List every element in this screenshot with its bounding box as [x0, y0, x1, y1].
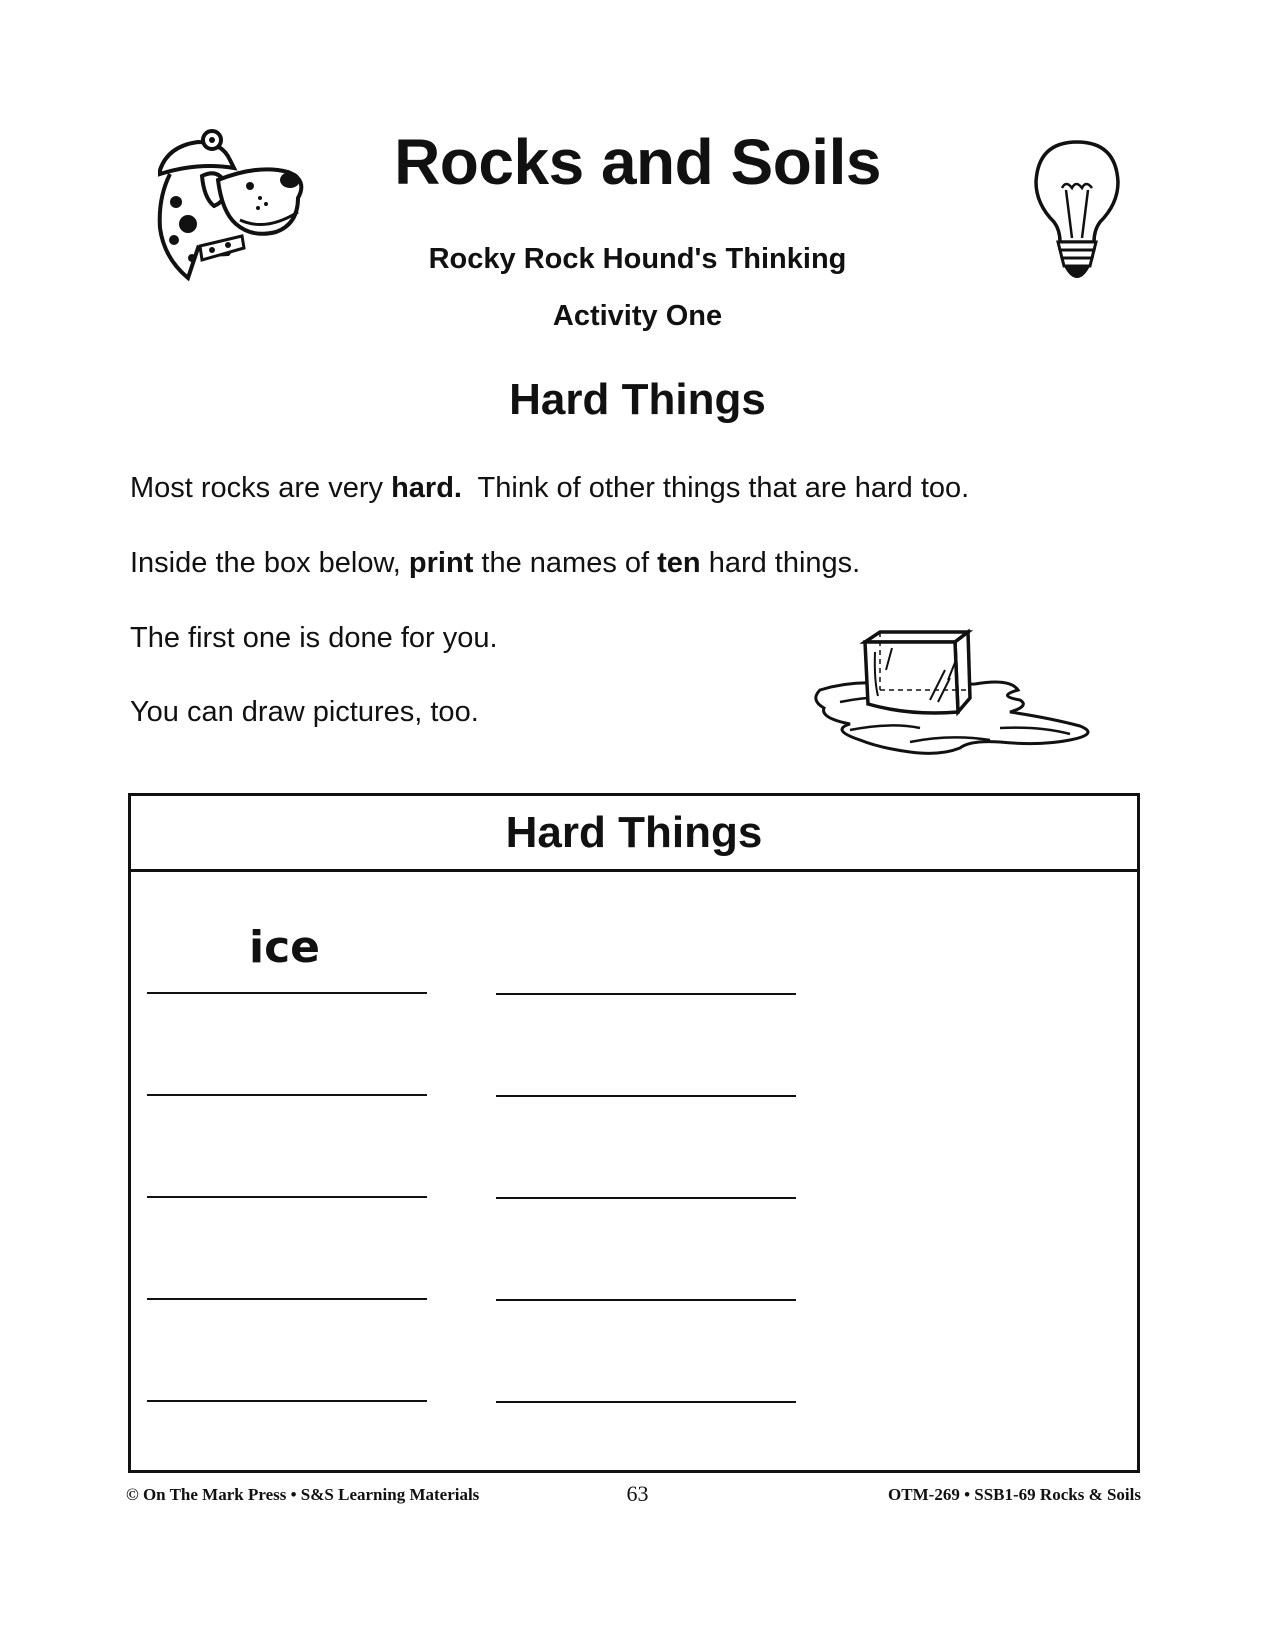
instruction-text: Most rocks are very: [130, 472, 392, 504]
answer-line-7[interactable]: [147, 1298, 427, 1300]
answer-box: [128, 793, 1140, 1473]
instruction-line-3: The first one is done for you.: [130, 622, 498, 654]
page-title: Rocks and Soils: [394, 126, 881, 198]
instruction-text: Inside the box below,: [130, 547, 409, 579]
page-number: 63: [626, 1481, 649, 1506]
ice-cube-icon: [800, 630, 1100, 780]
activity-label: Activity One: [552, 300, 723, 332]
instruction-emphasis: ten: [657, 547, 701, 579]
answer-line-6[interactable]: [496, 1197, 796, 1199]
answer-line-3[interactable]: [147, 1094, 427, 1096]
instruction-text: hard things.: [700, 547, 861, 579]
answer-line-1[interactable]: [147, 992, 427, 994]
answer-entry-1: ice: [249, 922, 321, 973]
answer-line-2[interactable]: [496, 993, 796, 995]
instruction-emphasis: hard.: [391, 472, 462, 504]
section-title: Hard Things: [509, 375, 766, 424]
answer-line-4[interactable]: [496, 1095, 796, 1097]
instruction-text: the names of: [473, 547, 658, 579]
instruction-emphasis: print: [408, 547, 474, 579]
footer-catalog: OTM-269 • SSB1-69 Rocks & Soils: [888, 1485, 1141, 1504]
answer-line-8[interactable]: [496, 1299, 796, 1301]
instruction-line-1: [130, 470, 969, 506]
footer-copyright: © On The Mark Press • S&S Learning Materials: [126, 1485, 480, 1504]
instruction-text: Think of other things that are hard too.: [461, 472, 970, 504]
instruction-line-4: You can draw pictures, too.: [130, 696, 479, 728]
answer-box-title: Hard Things: [131, 796, 1137, 872]
page-subtitle: Rocky Rock Hound's Thinking: [428, 243, 847, 275]
lightbulb-icon: [1032, 138, 1122, 283]
answer-line-5[interactable]: [147, 1196, 427, 1198]
instruction-line-2: [130, 545, 860, 581]
answer-line-10[interactable]: [496, 1401, 796, 1403]
answer-line-9[interactable]: [147, 1400, 427, 1402]
